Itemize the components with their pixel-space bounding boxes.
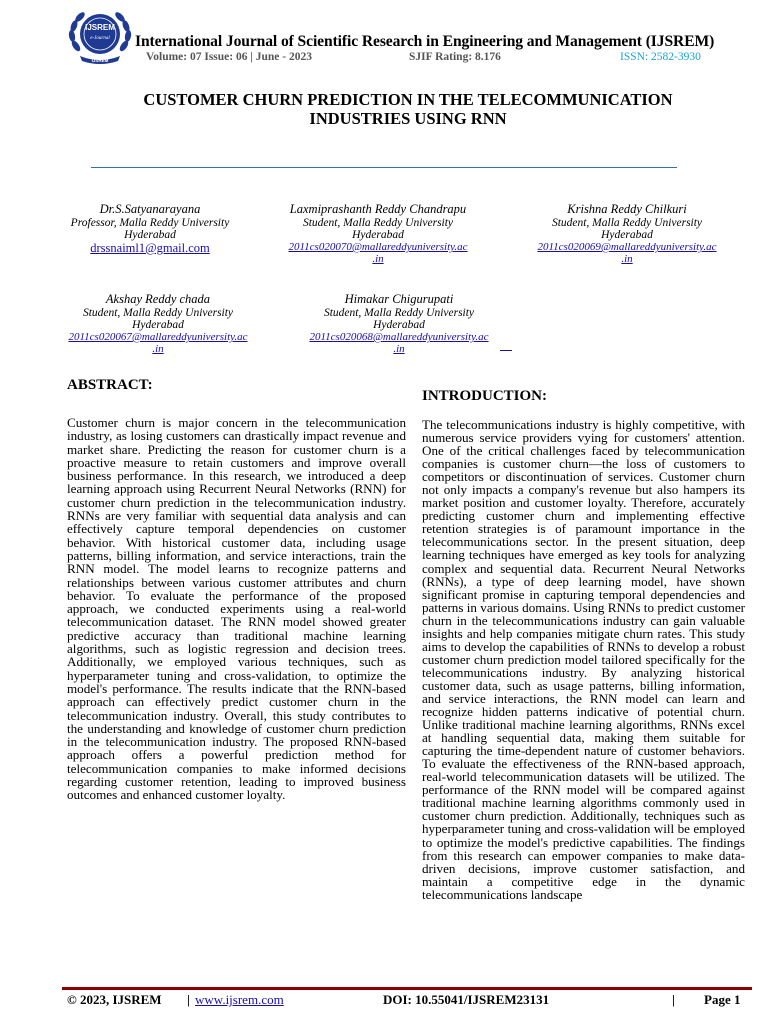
author-email-link[interactable]: 2011cs020068@mallareddyuniversity.ac [309,331,489,343]
logo-text: IJSREM [85,23,115,32]
footer-divider [62,987,752,990]
author-name: Laxmiprashanth Reddy Chandrapu [289,202,467,216]
author-email-link[interactable]: drssnaiml1@gmail.com [90,241,210,255]
volume-info: Volume: 07 Issue: 06 | June - 2023 [146,51,312,63]
author-name: Akshay Reddy chada [105,292,211,306]
author-name: Dr.S.Satyanarayana [99,202,201,216]
author-block [60,202,240,256]
author-role: Student, Malla Reddy University [323,307,475,319]
footer-separator: | [187,992,190,1007]
author-block [522,202,732,265]
introduction-text: The telecommunications industry is highly competitive, with numerous service providers vying for customers' attention. One of the critical challenges faced by telecommunication companies is customer churn—the loss of customers to competitors or discontinuation of services. Customer churn not only impacts a company's revenue but also hampers its market position and customer loyalty. Therefore, accurately predicting customer churn and implementing effective retention strategies is of paramount importance in the telecommunications sector. In the present situation, deep learning techniques have emerged as key tools for analyzing complex and sequential data. Recurrent Neural Networks (RNNs), a type of deep learning model, have shown significant promise in capturing temporal dependencies and patterns in various domains. Using RNNs to predict customer churn in the telecommunications industry can gain valuable insights and help companies mitigate churn rates. This study aims to develop the capabilities of RNNs to develop a robust customer churn prediction model tailored specifically for the telecommunications industry. By analyzing historical customer data, such as usage patterns, billing information, and service interactions, the RNN model can learn and recognize hidden patterns indicative of potential churn. Unlike traditional machine learning algorithms, RNNs excel at handling sequential data, making them suitable for capturing the time-dependent nature of customer behaviors. To evaluate the effectiveness of the RNN-based approach, real-world telecommunication datasets will be utilized. The performance of the RNN model will be compared against traditional machine learning algorithms commonly used in customer churn prediction. Additionally, techniques such as hyperparameter tuning and cross-validation will be employed to optimize the model's predictive capabilities. The findings from this research can empower companies to make data-driven decisions, improve customer satisfaction, and maintain a competitive edge in the dynamic telecommunications landscape [422,417,745,902]
paper-title [60,90,756,128]
journal-logo [66,6,134,66]
author-city: Hyderabad [601,229,653,241]
abstract-heading: ABSTRACT: [67,377,153,393]
footer-doi: DOI: 10.55041/IJSREM23131 [383,992,550,1007]
author-email-link-continued[interactable]: .in [393,343,405,355]
author-name: Himakar Chigurupati [344,292,454,306]
author-block [294,292,504,355]
author-role: Professor, Malla Reddy University [70,217,230,229]
issn: ISSN: 2582-3930 [620,51,701,63]
sjif-rating: SJIF Rating: 8.176 [409,51,501,63]
author-city: Hyderabad [124,229,176,241]
author-role: Student, Malla Reddy University [551,217,703,229]
introduction-heading: INTRODUCTION: [422,388,548,404]
title-line-1: CUSTOMER CHURN PREDICTION IN THE TELECOMMUNICATION [143,90,673,109]
author-email-link-continued[interactable]: .in [372,253,384,265]
footer-page-separator: | [672,992,675,1007]
journal-name: International Journal of Scientific Research in Engineering and Management (IJSREM) [135,33,715,50]
author-email-link-continued[interactable]: .in [621,253,633,265]
author-city: Hyderabad [352,229,404,241]
abstract-text: Customer churn is major concern in the telecommunication industry, as losing customers can drastically impact revenue and market share. Predicting the reason for customer churn is a proactive measure to retain customers and improve overall business performance. In this research, we introduced a deep learning approach using Recurrent Neural Networks (RNN) for customer churn prediction in the telecommunication industry. RNNs are very familiar with sequential data analysis and can effectively capture temporal dependencies on customer behavior. With historical customer data, including usage patterns, billing information, and service interactions, train the RNN model. The model learns to recognize patterns and relationships between various customer attributes and churn behavior. To evaluate the performance of the proposed approach, we conducted experiments using a real-world telecommunication dataset. The RNN model showed greater predictive accuracy than traditional machine learning algorithms, such as logistic regression and decision trees. Additionally, we employed various techniques, such as hyperparameter tuning and cross-validation, to optimize the model's performance. The results indicate that the RNN-based approach can effectively predict customer churn in the telecommunication industry. Overall, this study contributes to the understanding and knowledge of customer churn prediction in the telecommunication industry. The proposed RNN-based approach offers a powerful prediction method for telecommunication companies to make informed decisions regarding customer retention, leading to improved business outcomes and enhanced customer loyalty. [67,415,406,803]
author-role: Student, Malla Reddy University [302,217,454,229]
title-line-2: INDUSTRIES USING RNN [309,109,507,128]
stray-underline [500,350,512,351]
author-city: Hyderabad [132,319,184,331]
author-email-link-continued[interactable]: .in [152,343,164,355]
author-email-link[interactable]: 2011cs020070@mallareddyuniversity.ac [288,241,468,253]
logo-subtext: e-Journal [90,36,110,41]
svg-text:IJSREM: IJSREM [91,58,109,63]
website-link[interactable]: www.ijsrem.com [195,992,284,1007]
footer-website-link[interactable] [195,992,284,1008]
author-email-link[interactable]: 2011cs020067@mallareddyuniversity.ac [68,331,248,343]
author-block [268,202,488,265]
author-name: Krishna Reddy Chilkuri [567,202,687,216]
page-number: Page 1 [704,992,741,1007]
author-block [53,292,263,355]
footer-copyright: © 2023, IJSREM [67,992,162,1007]
author-city: Hyderabad [373,319,425,331]
title-divider [91,167,677,168]
author-role: Student, Malla Reddy University [82,307,234,319]
author-email-link[interactable]: 2011cs020069@mallareddyuniversity.ac [537,241,717,253]
